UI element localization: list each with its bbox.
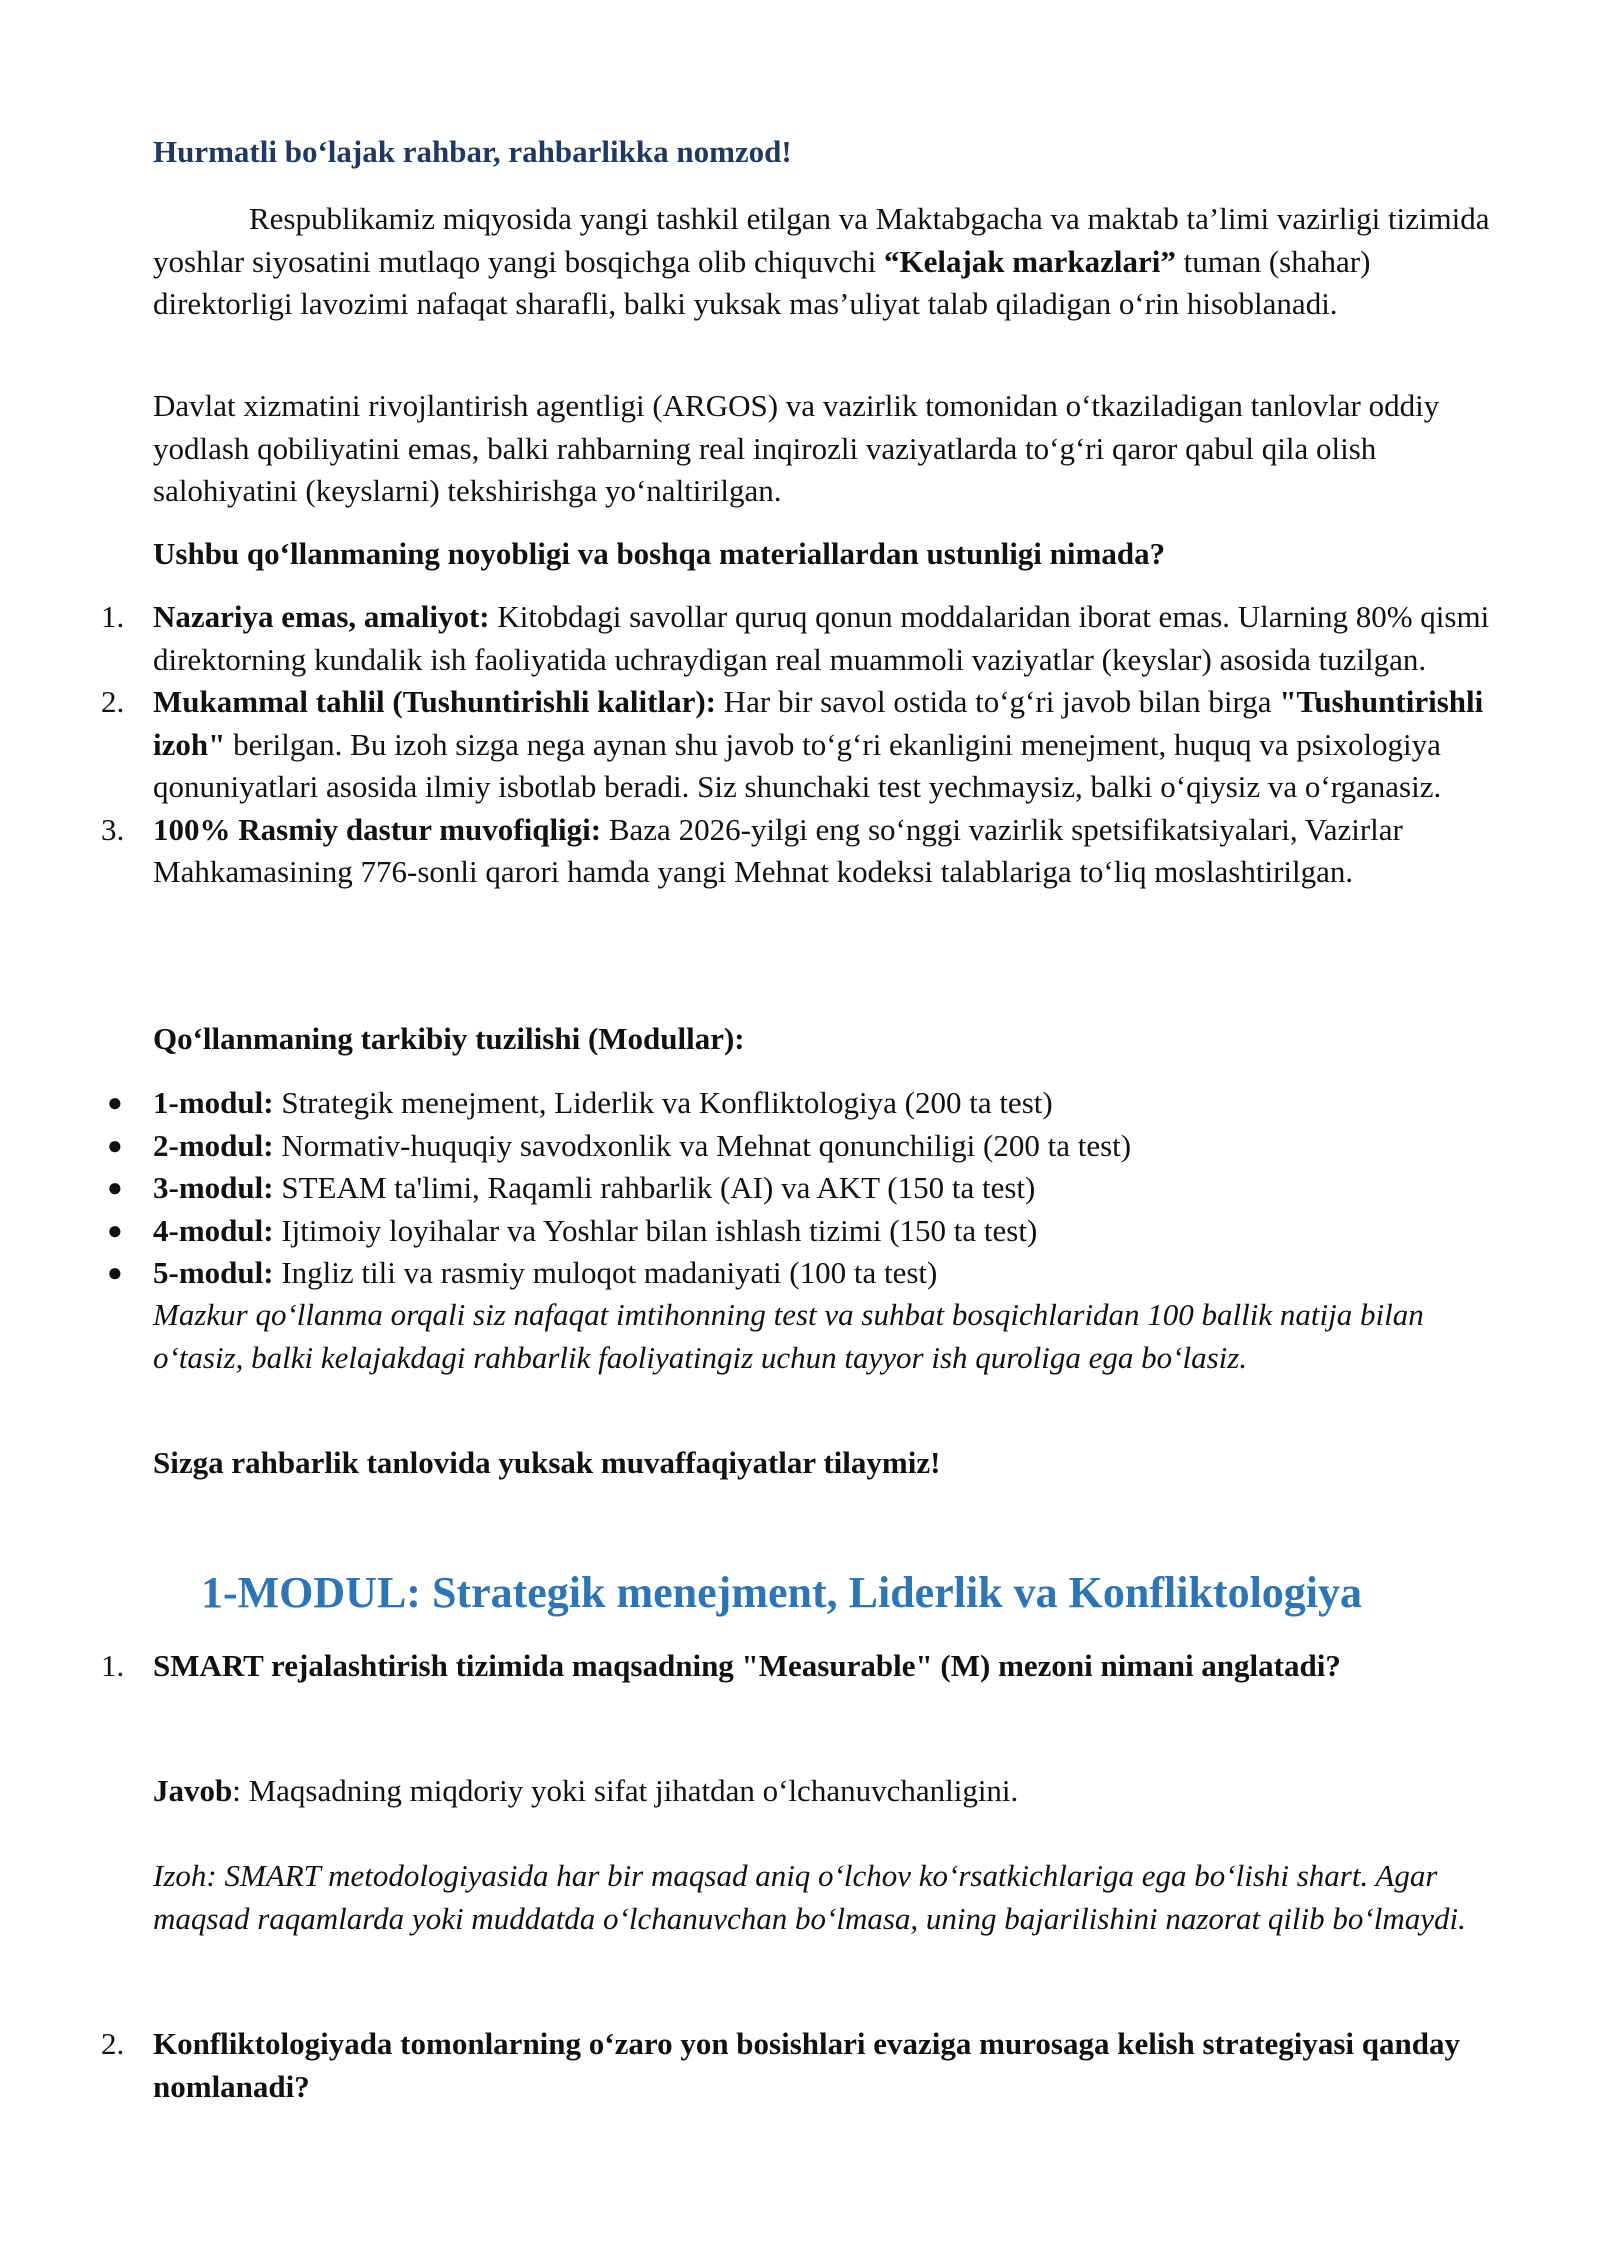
- question-1: [101, 1645, 1513, 1688]
- advantage-text: Kitobdagi savollar quruq qonun moddalaridan iborat emas. Ularning 80% qismi direktorning kundalik ish faoliyatida uchraydigan real muammoli vaziyatlar (keyslar) asosida tuzilgan.: [153, 599, 1490, 677]
- modules-list: [107, 1082, 1513, 1295]
- greeting-heading: Hurmatli bo‘lajak rahbar, rahbarlikka nomzod!: [153, 134, 792, 169]
- advantage-number: 3.: [101, 811, 125, 847]
- module-label: 3-modul:: [153, 1170, 274, 1205]
- bullet-icon: ●: [107, 1130, 123, 1160]
- structure-heading: Qo‘llanmaning tarkibiy tuzilishi (Modullar):: [153, 1021, 745, 1056]
- advantages-heading: Ushbu qo‘llanmaning noyobligi va boshqa materiallardan ustunligi nimada?: [153, 536, 1166, 571]
- module-item-2: [107, 1125, 1513, 1168]
- module-item-1: [107, 1082, 1513, 1125]
- module-text: Strategik menejment, Liderlik va Konfliktologiya (200 ta test): [273, 1085, 1053, 1120]
- question-number: 1.: [101, 1648, 125, 1683]
- module-item-4: [107, 1210, 1513, 1253]
- closing-note: Mazkur qo‘llanma orqali siz nafaqat imtihonning test va suhbat bosqichlaridan 100 ballik natija bilan o‘tasiz, balki kelajakdagi rahbarlik faoliyatingiz uchun tayyor ish quroliga ega bo‘lasiz.: [153, 1297, 1424, 1375]
- bullet-icon: ●: [107, 1173, 123, 1202]
- advantage-title: 100% Rasmiy dastur muvofiqligi:: [153, 811, 602, 847]
- bullet-icon: ●: [107, 1258, 123, 1287]
- bullet-icon: ●: [107, 1215, 123, 1245]
- advantage-title: Mukammal tahlil (Tushuntirishli kalitlar):: [153, 684, 716, 719]
- advantage-text: Har bir savol ostida to‘g‘ri javob bilan birga: [715, 684, 1280, 719]
- advantage-text: berilgan. Bu izoh sizga nega aynan shu javob to‘g‘ri ekanligini menejment, huquq va psixologiya qonuniyatlari asosida ilmiy isbotlab beradi. Siz shunchaki test yechmaysiz, balki o‘qiysiz va o‘rganasiz.: [153, 726, 1442, 804]
- module-item-3: [107, 1167, 1513, 1210]
- advantage-number: 2.: [101, 684, 125, 719]
- advantage-item-2: [101, 681, 1513, 809]
- module-text: STEAM ta'limi, Raqamli rahbarlik (AI) va AKT (150 ta test): [273, 1170, 1036, 1205]
- module-label: 4-modul:: [153, 1212, 274, 1248]
- answer-text: : Maqsadning miqdoriy yoki sifat jihatdan o‘lchanuvchanligini.: [232, 1773, 1019, 1808]
- module-label: 1-modul:: [153, 1085, 274, 1120]
- advantage-number: 1.: [101, 599, 125, 634]
- advantage-title: Nazariya emas, amaliyot:: [153, 599, 490, 634]
- question-text: Konfliktologiyada tomonlarning o‘zaro yon bosishlari evaziga murosaga kelish strategiyasi qanday nomlanadi?: [153, 2026, 1460, 2104]
- intro-p1-start: Respublikamiz miqyosida yangi tashkil etilgan va Maktabgacha va maktab ta’limi vazirligi tizimida yoshlar siyosatini mutlaqo yangi bosqichga olib chiquvchi: [153, 201, 1490, 279]
- advantage-text: Baza 2026-yilgi eng so‘nggi vazirlik spetsifikatsiyalari, Vazirlar Mahkamasining 776-sonli qarori hamda yangi Mehnat kodeksi talablariga to‘liq moslashtirilgan.: [153, 811, 1403, 889]
- wish-text: Sizga rahbarlik tanlovida yuksak muvaffaqiyatlar tilaymiz!: [153, 1445, 941, 1480]
- module-label: 2-modul:: [153, 1127, 274, 1163]
- advantage-bold-term: "Tushuntirishli izoh": [153, 684, 1484, 762]
- advantages-list: [101, 596, 1513, 894]
- answer-label: Javob: [153, 1773, 233, 1808]
- module-item-5: [107, 1252, 1513, 1295]
- module-text: Ijtimoiy loyihalar va Yoshlar bilan ishlash tizimi (150 ta test): [273, 1212, 1038, 1248]
- question-number: 2.: [101, 2026, 125, 2061]
- intro-p1-bold: “Kelajak markazlari”: [883, 243, 1176, 279]
- question-text: SMART rejalashtirish tizimida maqsadning "Measurable" (M) mezoni nimani anglatadi?: [153, 1648, 1341, 1683]
- module-text: Normativ-huquqiy savodxonlik va Mehnat qonunchiligi (200 ta test): [273, 1127, 1132, 1163]
- intro-paragraph-2: Davlat xizmatini rivojlantirish agentligi (ARGOS) va vazirlik tomonidan o‘tkaziladigan tanlovlar oddiy yodlash qobiliyatini emas, balki rahbarning real inqirozli vaziyatlarda to‘g‘ri qaror qabul qila olish salohiyatini (keyslarni) tekshirishga yo‘naltirilgan.: [153, 388, 1440, 508]
- module-1-title: 1-MODUL: Strategik menejment, Liderlik va Konfliktologiya: [201, 1568, 1363, 1617]
- module-text: Ingliz tili va rasmiy muloqot madaniyati (100 ta test): [273, 1255, 938, 1290]
- module-label: 5-modul:: [153, 1255, 274, 1290]
- intro-p1-end: tuman (shahar) direktorligi lavozimi nafaqat sharafli, balki yuksak mas’uliyat talab qiladigan o‘rin hisoblanadi.: [153, 243, 1371, 321]
- intro-paragraph-1: [153, 198, 1513, 326]
- advantage-item-3: [101, 809, 1513, 894]
- answer-1: [153, 1770, 1018, 1812]
- advantage-item-1: [101, 596, 1513, 681]
- explanation-1: Izoh: SMART metodologiyasida har bir maqsad aniq o‘lchov ko‘rsatkichlariga ega bo‘lishi shart. Agar maqsad raqamlarda yoki muddatda o‘lchanuvchan bo‘lmasa, uning bajarilishini nazorat qilib bo‘lmaydi.: [153, 1858, 1466, 1936]
- question-2: [101, 2023, 1513, 2108]
- bullet-icon: ●: [107, 1088, 123, 1117]
